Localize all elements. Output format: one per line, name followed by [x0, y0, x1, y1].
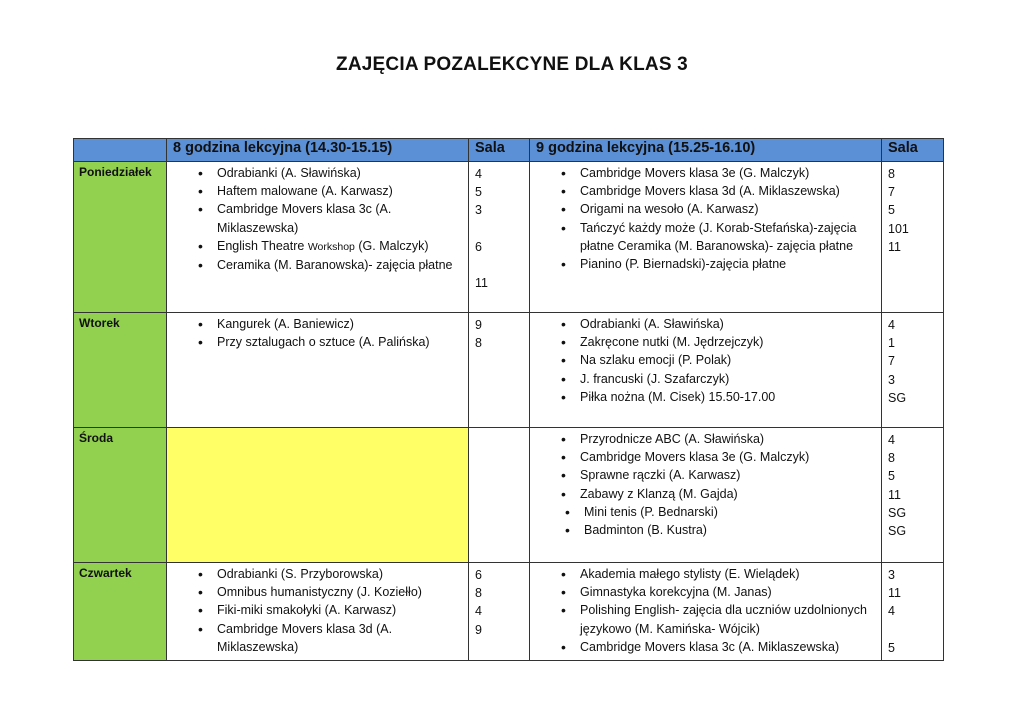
sala-value: 5 [888, 469, 895, 484]
sala-value: SG [888, 390, 907, 405]
list-item: • Cambridge Movers klasa 3e (G. Malczyk) [530, 164, 877, 182]
sala-value: 5 [475, 185, 482, 200]
header-sala1: Sala [469, 139, 530, 162]
list-item [167, 237, 464, 256]
list-item: • Cambridge Movers klasa 3d (A. Miklaszewska) [530, 182, 877, 200]
list-item: • Piłka nożna (M. Cisek) 15.50-17.00 [530, 388, 877, 406]
hour9-cell [530, 162, 882, 313]
list-item: • Akademia małego stylisty (E. Wielądek) [530, 565, 877, 583]
sala-value: 3 [888, 372, 895, 387]
hour8-cell [167, 563, 469, 661]
day-label: Wtorek [74, 313, 167, 428]
header-corner [74, 139, 167, 162]
day-label: Czwartek [74, 563, 167, 661]
sala-value: 8 [475, 586, 482, 601]
sala-value: 11 [888, 239, 901, 254]
sala-value: 3 [888, 568, 895, 582]
sala-value: 6 [475, 239, 482, 254]
sala-value: 5 [888, 203, 895, 218]
header-hour9: 9 godzina lekcyjna (15.25-16.10) [530, 139, 882, 162]
sala-value: 11 [888, 487, 901, 502]
header-row [74, 139, 944, 162]
activity-list [167, 313, 468, 353]
hour9-cell [530, 313, 882, 428]
list-item: • Cambridge Movers klasa 3c (A. Miklaszewska) [167, 200, 464, 236]
list-item: • Gimnastyka korekcyjna (M. Janas) [530, 583, 877, 601]
day-label: Poniedziałek [74, 162, 167, 313]
sala-value: 4 [475, 604, 482, 619]
list-item: • Cambridge Movers klasa 3d (A. Miklaszewska) [167, 620, 464, 656]
list-item: • Ceramika (M. Baranowska)- zajęcia płatne [167, 256, 464, 274]
sala-value: 8 [888, 451, 895, 466]
sala-value [475, 220, 523, 238]
activity-list [530, 428, 881, 541]
list-item-small: Workshop [307, 240, 355, 253]
list-item: • Omnibus humanistyczny (J. Koziełło) [167, 583, 464, 601]
sala-cell [469, 428, 530, 563]
list-item: • Kangurek (A. Baniewicz) [167, 315, 464, 333]
activity-list [530, 563, 881, 658]
table-row [74, 563, 944, 661]
activity-list [530, 162, 881, 275]
sala-value: 7 [888, 185, 895, 200]
list-item: • Cambridge Movers klasa 3e (G. Malczyk) [530, 448, 877, 466]
list-item: • Przy sztalugach o sztuce (A. Palińska) [167, 333, 464, 351]
page-title: ZAJĘCIA POZALEKCYNE DLA KLAS 3 [336, 54, 688, 75]
hour8-cell [167, 313, 469, 428]
sala-value: 4 [888, 318, 895, 332]
table-row [74, 313, 944, 428]
table-row [74, 428, 944, 563]
activity-list [530, 313, 881, 408]
list-item: • Odrabianki (A. Sławińska) [167, 164, 464, 182]
activity-list [167, 162, 468, 276]
list-item: • Tańczyć każdy może (J. Korab-Stefańska)-zajęcia płatne Ceramika (M. Baranowska)- zajęcia płatne [530, 219, 877, 255]
sala-value: 11 [475, 276, 488, 291]
header-sala2: Sala [882, 139, 944, 162]
list-item: • Na szlaku emocji (P. Polak) [530, 351, 877, 369]
list-item: • Cambridge Movers klasa 3c (A. Miklaszewska) [530, 638, 877, 656]
sala-value: 5 [888, 640, 895, 655]
list-item-text: (G. Malczyk) [358, 238, 429, 253]
list-item: • Odrabianki (A. Sławińska) [530, 315, 877, 333]
activity-list [167, 563, 468, 658]
hour8-cell-empty [167, 428, 469, 563]
list-item: • Odrabianki (S. Przyborowska) [167, 565, 464, 583]
list-item: • Origami na wesoło (A. Karwasz) [530, 200, 877, 218]
sala-value: 9 [475, 622, 482, 637]
sala-value: 1 [888, 336, 895, 351]
list-item: • Mini tenis (P. Bednarski) [530, 503, 877, 521]
list-item: • Pianino (P. Biernadski)-zajęcia płatne [530, 255, 877, 273]
hour8-cell [167, 162, 469, 313]
sala-value: 4 [888, 604, 895, 619]
list-item: • Haftem malowane (A. Karwasz) [167, 182, 464, 200]
hour9-cell [530, 428, 882, 563]
day-label: Środa [74, 428, 167, 563]
sala-cell [882, 162, 944, 313]
sala-value: SG [888, 505, 907, 520]
sala-value: 4 [888, 433, 895, 447]
sala-value: 6 [475, 568, 482, 582]
table-row [74, 162, 944, 313]
sala-value [888, 621, 937, 639]
list-item: • Badminton (B. Kustra) [530, 521, 877, 539]
sala-value: 8 [475, 336, 482, 351]
sala-value [475, 256, 523, 274]
hour9-cell [530, 563, 882, 661]
sala-value: SG [888, 524, 907, 539]
list-item: • J. francuski (J. Szafarczyk) [530, 370, 877, 388]
list-item: • Sprawne rączki (A. Karwasz) [530, 466, 877, 484]
sala-cell [469, 313, 530, 428]
list-item: • Zakręcone nutki (M. Jędrzejczyk) [530, 333, 877, 351]
schedule-table [73, 138, 944, 661]
sala-value: 3 [475, 203, 482, 218]
list-item-text: English Theatre [217, 238, 305, 253]
sala-value: 11 [888, 586, 901, 601]
list-item: • Zabawy z Klanzą (M. Gajda) [530, 485, 877, 503]
list-item: • Polishing English- zajęcia dla uczniów uzdolnionych językowo (M. Kamińska- Wójcik) [530, 601, 877, 637]
sala-cell [469, 563, 530, 661]
sala-cell [469, 162, 530, 313]
list-item: • Przyrodnicze ABC (A. Sławińska) [530, 430, 877, 448]
sala-value: 7 [888, 354, 895, 369]
sala-value: 101 [888, 221, 909, 236]
sala-cell [882, 428, 944, 563]
sala-value: 4 [475, 167, 482, 181]
sala-cell [882, 313, 944, 428]
sala-cell [882, 563, 944, 661]
header-hour8: 8 godzina lekcyjna (14.30-15.15) [167, 139, 469, 162]
sala-value: 8 [888, 167, 895, 181]
sala-value: 9 [475, 318, 482, 332]
list-item: • Fiki-miki smakołyki (A. Karwasz) [167, 601, 464, 619]
